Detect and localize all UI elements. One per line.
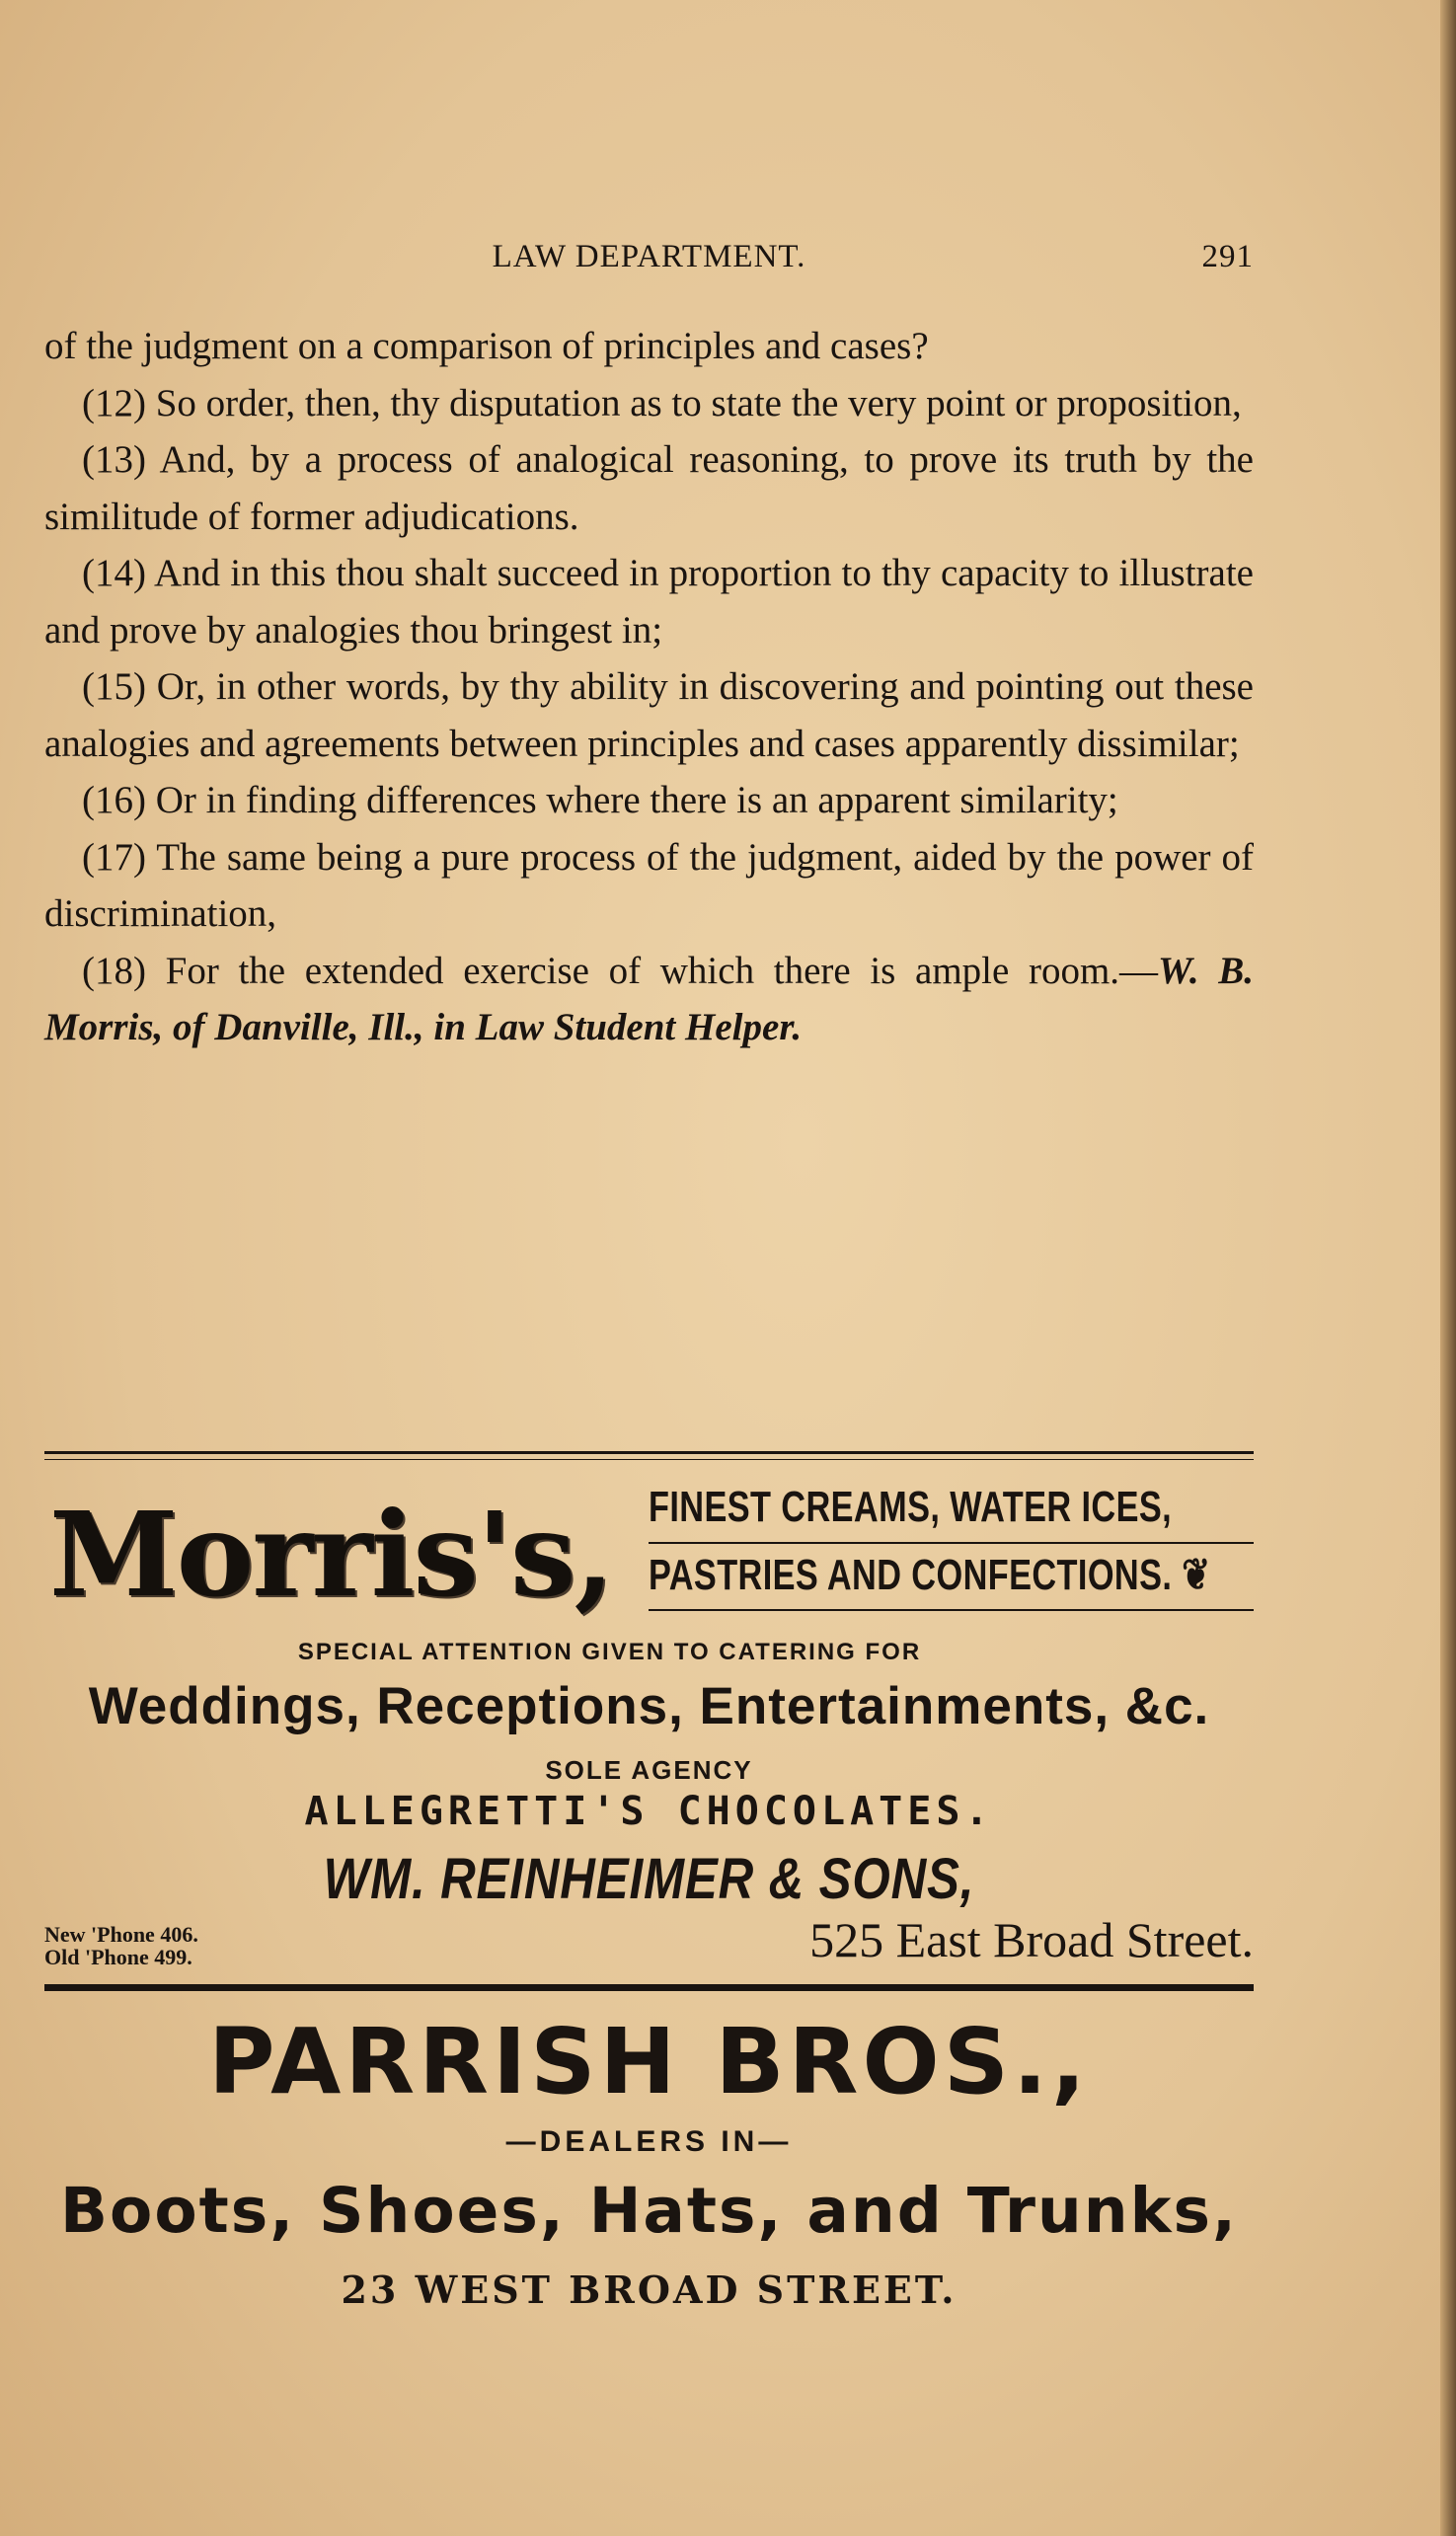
page-header bbox=[44, 239, 1254, 278]
ad-top-rule bbox=[44, 1451, 1254, 1460]
tagline-rule bbox=[649, 1609, 1254, 1611]
advertisement-parrish bbox=[44, 2009, 1254, 2325]
phone-numbers bbox=[44, 1923, 198, 1968]
phone-old: Old 'Phone 499. bbox=[44, 1945, 192, 1969]
catering-notice: SPECIAL ATTENTION GIVEN TO CATERING FOR bbox=[297, 1639, 922, 1665]
paragraph: (12) So order, then, thy disputation as to state the very point or proposition, bbox=[82, 381, 1242, 424]
street-address: 23 WEST BROAD STREET. bbox=[341, 2267, 958, 2312]
paragraph: (15) Or, in other words, by thy ability in discovering and pointing out these analogies and agreements between principles and cases apparently dissimilar; bbox=[44, 665, 1254, 765]
proprietor: WM. REINHEIMER & SONS, bbox=[323, 1847, 975, 1911]
paragraph: (13) And, by a process of analogical reasoning, to prove its truth by the similitude of former adjudications. bbox=[44, 438, 1254, 538]
ad-divider bbox=[44, 1984, 1254, 1991]
tagline-pastries: PASTRIES AND CONFECTIONS. ❦ bbox=[649, 1551, 1211, 1599]
paragraph: (14) And in this thou shalt succeed in proportion to thy capacity to illustrate and prove by analogies thou bringest in; bbox=[44, 552, 1254, 652]
parrish-name: PARRISH BROS., bbox=[208, 2009, 1090, 2114]
phone-new: New 'Phone 406. bbox=[44, 1922, 198, 1947]
page-number: 291 bbox=[1201, 239, 1254, 274]
paragraph: of the judgment on a comparison of principles and cases? bbox=[44, 325, 929, 367]
sole-agency: SOLE AGENCY bbox=[545, 1755, 753, 1785]
chocolates-brand: ALLEGRETTI'S CHOCOLATES. bbox=[304, 1789, 994, 1834]
address: 525 East Broad Street. bbox=[809, 1912, 1254, 1967]
paragraph: (16) Or in finding differences where there is an apparent similarity; bbox=[82, 779, 1118, 821]
dealers-in: —DEALERS IN— bbox=[505, 2125, 793, 2158]
paragraph: (17) The same being a pure process of the judgment, aided by the power of discrimination, bbox=[44, 835, 1254, 935]
paragraph-final bbox=[44, 943, 1254, 1056]
tagline-creams: FINEST CREAMS, WATER ICES, bbox=[649, 1483, 1173, 1531]
paragraph: (18) For the extended exercise of which there is ample room.— bbox=[82, 949, 1159, 992]
morris-logo: Morris's, bbox=[49, 1486, 613, 1623]
advertisement-morris bbox=[44, 1451, 1254, 1984]
running-title: LAW DEPARTMENT. bbox=[492, 239, 806, 274]
goods-line: Boots, Shoes, Hats, and Trunks, bbox=[60, 2175, 1238, 2247]
citation: W. B. Morris, of Danville, Ill., in Law Student Helper. bbox=[44, 949, 1255, 1048]
body-text bbox=[44, 318, 1254, 1056]
page-edge bbox=[1440, 0, 1456, 2536]
events-line: Weddings, Receptions, Entertainments, &c. bbox=[88, 1677, 1210, 1735]
tagline-rule bbox=[649, 1542, 1254, 1544]
